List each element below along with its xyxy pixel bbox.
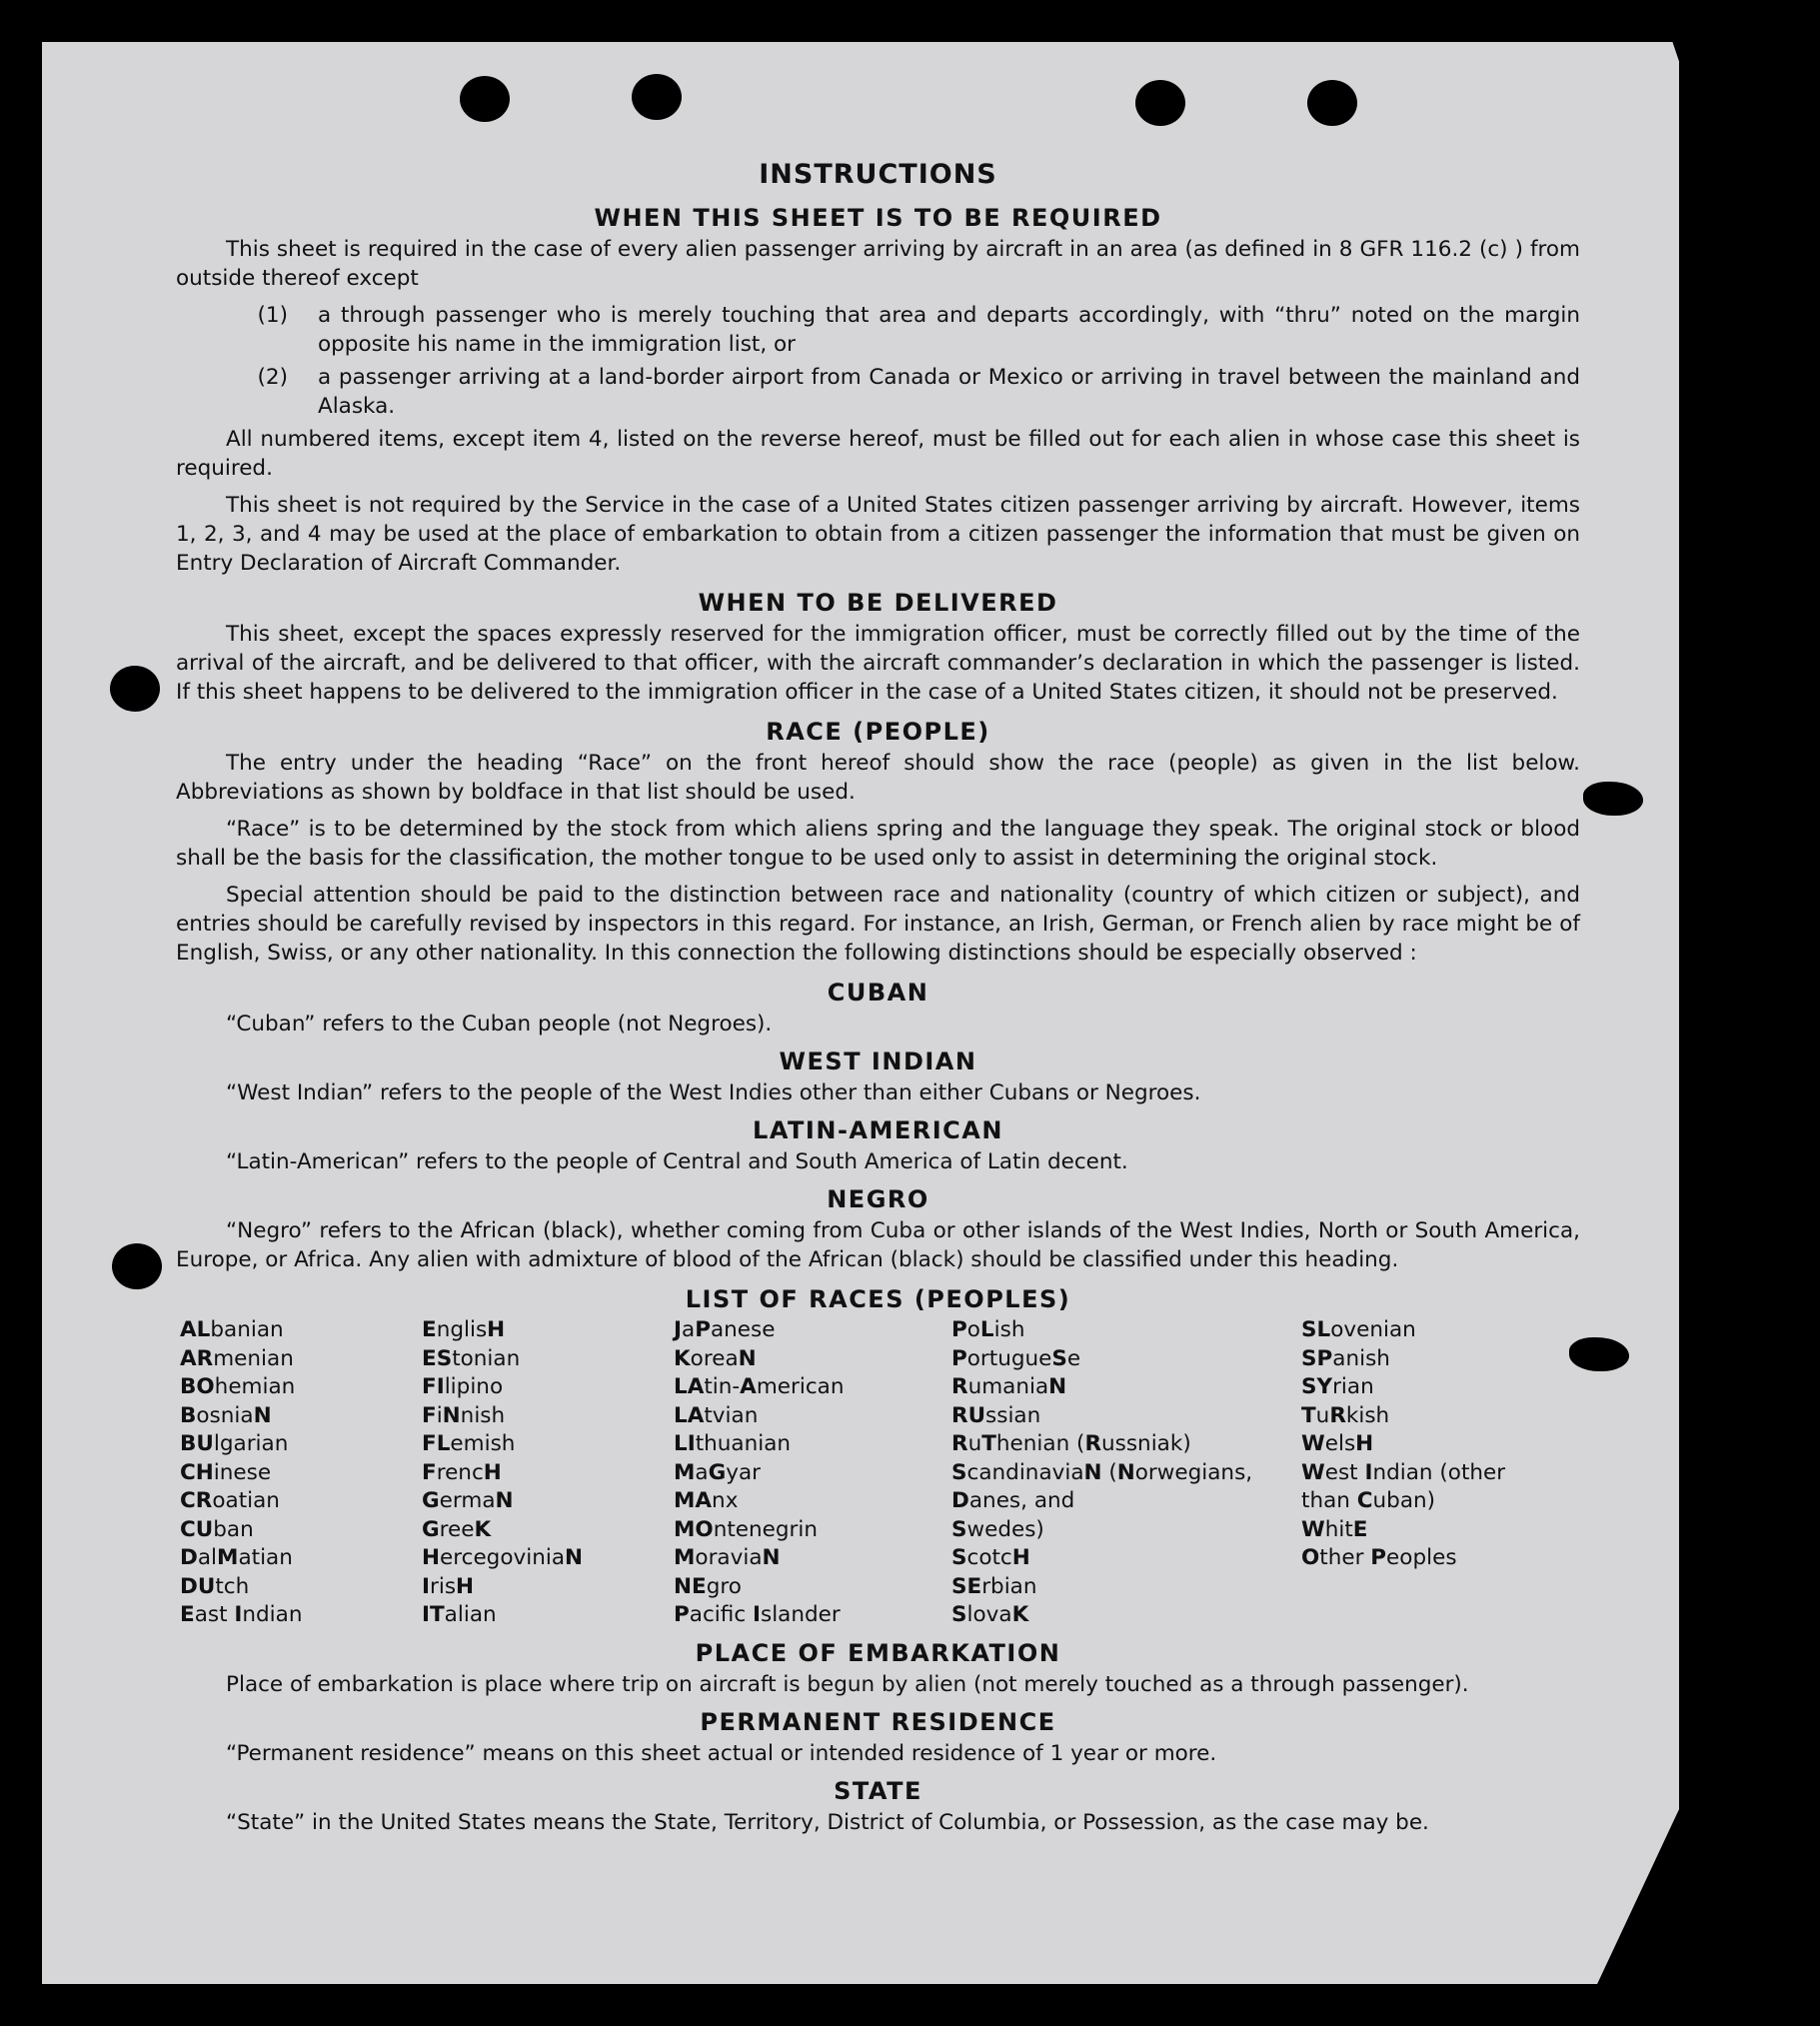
- section-heading-state: STATE: [834, 1776, 922, 1805]
- race-column: [422, 1316, 674, 1630]
- race-item: East Indian: [180, 1602, 303, 1627]
- race-item: BosniaN: [180, 1402, 272, 1428]
- section-heading-latin-american: LATIN-AMERICAN: [753, 1116, 1003, 1144]
- race-item: RumaniaN: [951, 1374, 1067, 1399]
- race-item: CRoatian: [180, 1488, 280, 1513]
- punch-hole: [460, 76, 510, 122]
- section-heading-negro: NEGRO: [827, 1185, 929, 1213]
- race-column: [180, 1316, 422, 1630]
- section-heading-races-list: LIST OF RACES (PEOPLES): [685, 1285, 1071, 1313]
- race-item: MaGyar: [674, 1459, 762, 1485]
- race-item: RUssian: [951, 1402, 1041, 1428]
- race-item: than Cuban): [1301, 1488, 1436, 1513]
- paragraph: This sheet is not required by the Service in the case of a United States citizen passenger arriving by aircraft. However, items 1, 2, 3, and 4 may be used at the place of embarkation to obtain from a citizen passenger the information that must be given on Entry Declaration of Aircraft Commander.: [176, 493, 1580, 576]
- race-item: SlovaK: [951, 1602, 1029, 1627]
- page-title: INSTRUCTIONS: [759, 159, 997, 190]
- punch-hole: [110, 666, 160, 712]
- definition-text: “Cuban” refers to the Cuban people (not Negroes).: [226, 1012, 773, 1036]
- race-item: NEgro: [674, 1573, 742, 1599]
- race-item: ARmenian: [180, 1345, 294, 1371]
- section-heading-residence: PERMANENT RESIDENCE: [700, 1707, 1056, 1736]
- list-item-text: a passenger arriving at a land-border airport from Canada or Mexico or arriving in travel between the mainland and Alaska.: [318, 365, 1580, 419]
- race-item: FrencH: [422, 1459, 502, 1485]
- instructions-content: [176, 160, 1580, 1843]
- race-item: Danes, and: [951, 1488, 1075, 1513]
- race-item: MOntenegrin: [674, 1516, 818, 1542]
- race-item: JaPanese: [674, 1317, 776, 1342]
- race-item: FIlipino: [422, 1374, 504, 1399]
- paragraph: All numbered items, except item 4, listed on the reverse hereof, must be filled out for each alien in whose case this sheet is required.: [176, 427, 1580, 481]
- race-item: LAtvian: [674, 1402, 759, 1428]
- race-item: Other Peoples: [1301, 1545, 1457, 1570]
- race-item: FLemish: [422, 1431, 516, 1456]
- section-heading-cuban: CUBAN: [827, 979, 929, 1007]
- section-heading-required: WHEN THIS SHEET IS TO BE REQUIRED: [594, 204, 1162, 232]
- race-item: EStonian: [422, 1345, 521, 1371]
- definition-text: “Permanent residence” means on this sheet actual or intended residence of 1 year or more.: [226, 1740, 1217, 1766]
- paragraph: This sheet is required in the case of every alien passenger arriving by aircraft in an area (as defined in 8 GFR 116.2 (c) ) from outside thereof except: [176, 237, 1580, 291]
- race-item: LIthuanian: [674, 1431, 792, 1456]
- definition-text: “Latin-American” refers to the people of Central and South America of Latin decent.: [226, 1149, 1128, 1174]
- paragraph: “Negro” refers to the African (black), whether coming from Cuba or other islands of the West Indies, North or South America, Europe, or Africa. Any alien with admixture of blood of the African (black) should be classified under this heading.: [176, 1218, 1580, 1272]
- race-column: [674, 1316, 951, 1630]
- race-item: CHinese: [180, 1459, 272, 1485]
- section-heading-west-indian: WEST INDIAN: [779, 1047, 977, 1075]
- list-item-number: (2): [257, 365, 288, 390]
- race-item: SErbian: [951, 1573, 1037, 1599]
- punch-hole: [1307, 80, 1357, 126]
- paragraph: Special attention should be paid to the distinction between race and nationality (country of which citizen or subject), and entries should be carefully revised by inspectors in this regard. For instance, an Irish, German, or French alien by race might be of English, Swiss, or any other nationality. In this connection the following distinctions should be especially observed :: [176, 883, 1580, 966]
- race-item: ScotcH: [951, 1545, 1030, 1570]
- race-item: DalMatian: [180, 1545, 293, 1570]
- race-item: Swedes): [951, 1516, 1044, 1542]
- paragraph: This sheet, except the spaces expressly reserved for the immigration officer, must be correctly filled out by the time of the arrival of the aircraft, and be delivered to that officer, with the aircraft commander’s declaration in which the passenger is listed. If this sheet happens to be delivered to the immigration officer in the case of a United States citizen, it should not be preserved.: [176, 622, 1580, 705]
- race-item: WelsH: [1301, 1431, 1374, 1456]
- race-item: SLovenian: [1301, 1317, 1416, 1342]
- race-item: IrisH: [422, 1573, 475, 1599]
- race-item: BUlgarian: [180, 1431, 289, 1456]
- race-item: TuRkish: [1301, 1402, 1390, 1428]
- list-item: [176, 363, 1580, 421]
- race-item: WhitE: [1301, 1516, 1368, 1542]
- race-item: ScandinaviaN (Norwegians,: [951, 1459, 1253, 1485]
- section-heading-embarkation: PLACE OF EMBARKATION: [695, 1638, 1061, 1667]
- race-item: CUban: [180, 1516, 254, 1542]
- race-item: Pacifc Islander: [674, 1602, 841, 1627]
- ink-blot: [1583, 782, 1643, 816]
- race-item: LAtin-American: [674, 1374, 845, 1399]
- paragraph: The entry under the heading “Race” on the front hereof should show the race (people) as given in the list below. Abbreviations as shown by boldface in that list should be used.: [176, 751, 1580, 805]
- punch-hole: [632, 74, 682, 120]
- definition-text: “West Indian” refers to the people of the West Indies other than either Cubans or Negroes.: [226, 1080, 1201, 1105]
- race-item: MoraviaN: [674, 1545, 781, 1570]
- race-item: MAnx: [674, 1488, 739, 1513]
- race-item: GermaN: [422, 1488, 514, 1513]
- race-item: West Indian (other: [1301, 1459, 1506, 1485]
- race-item: PoLish: [951, 1317, 1025, 1342]
- race-item: SYrian: [1301, 1374, 1374, 1399]
- race-list: [180, 1316, 1580, 1630]
- section-heading-delivered: WHEN TO BE DELIVERED: [698, 589, 1058, 617]
- list-item-number: (1): [257, 303, 288, 328]
- punch-hole: [1135, 80, 1185, 126]
- race-item: EnglisH: [422, 1317, 506, 1342]
- list-item: [176, 301, 1580, 359]
- race-item: RuThenian (Russniak): [951, 1431, 1191, 1456]
- race-item: ITalian: [422, 1602, 497, 1627]
- race-item: KoreaN: [674, 1345, 757, 1371]
- paragraph: “Race” is to be determined by the stock from which aliens spring and the language they speak. The original stock or blood shall be the basis for the classification, the mother tongue to be used only to assist in determining the original stock.: [176, 817, 1580, 871]
- race-item: BOhemian: [180, 1374, 296, 1399]
- race-item: DUtch: [180, 1573, 250, 1599]
- definition-text: “State” in the United States means the State, Territory, District of Columbia, or Possession, as the case may be.: [226, 1809, 1429, 1835]
- race-column: [1301, 1316, 1571, 1630]
- race-item: ALbanian: [180, 1317, 284, 1342]
- race-item: SPanish: [1301, 1345, 1390, 1371]
- list-item-text: a through passenger who is merely touching that area and departs accordingly, with “thru” noted on the margin opposite his name in the immigration list, or: [318, 303, 1580, 357]
- race-item: HercegoviniaN: [422, 1545, 584, 1570]
- section-heading-race: RACE (PEOPLE): [766, 718, 990, 746]
- race-column: [951, 1316, 1301, 1630]
- punch-hole: [112, 1243, 162, 1289]
- race-item: FiNnish: [422, 1402, 506, 1428]
- race-item: PortugueSe: [951, 1345, 1081, 1371]
- definition-text: Place of embarkation is place where trip on aircraft is begun by alien (not merely touched as a through passenger).: [226, 1671, 1469, 1697]
- race-item: GreeK: [422, 1516, 492, 1542]
